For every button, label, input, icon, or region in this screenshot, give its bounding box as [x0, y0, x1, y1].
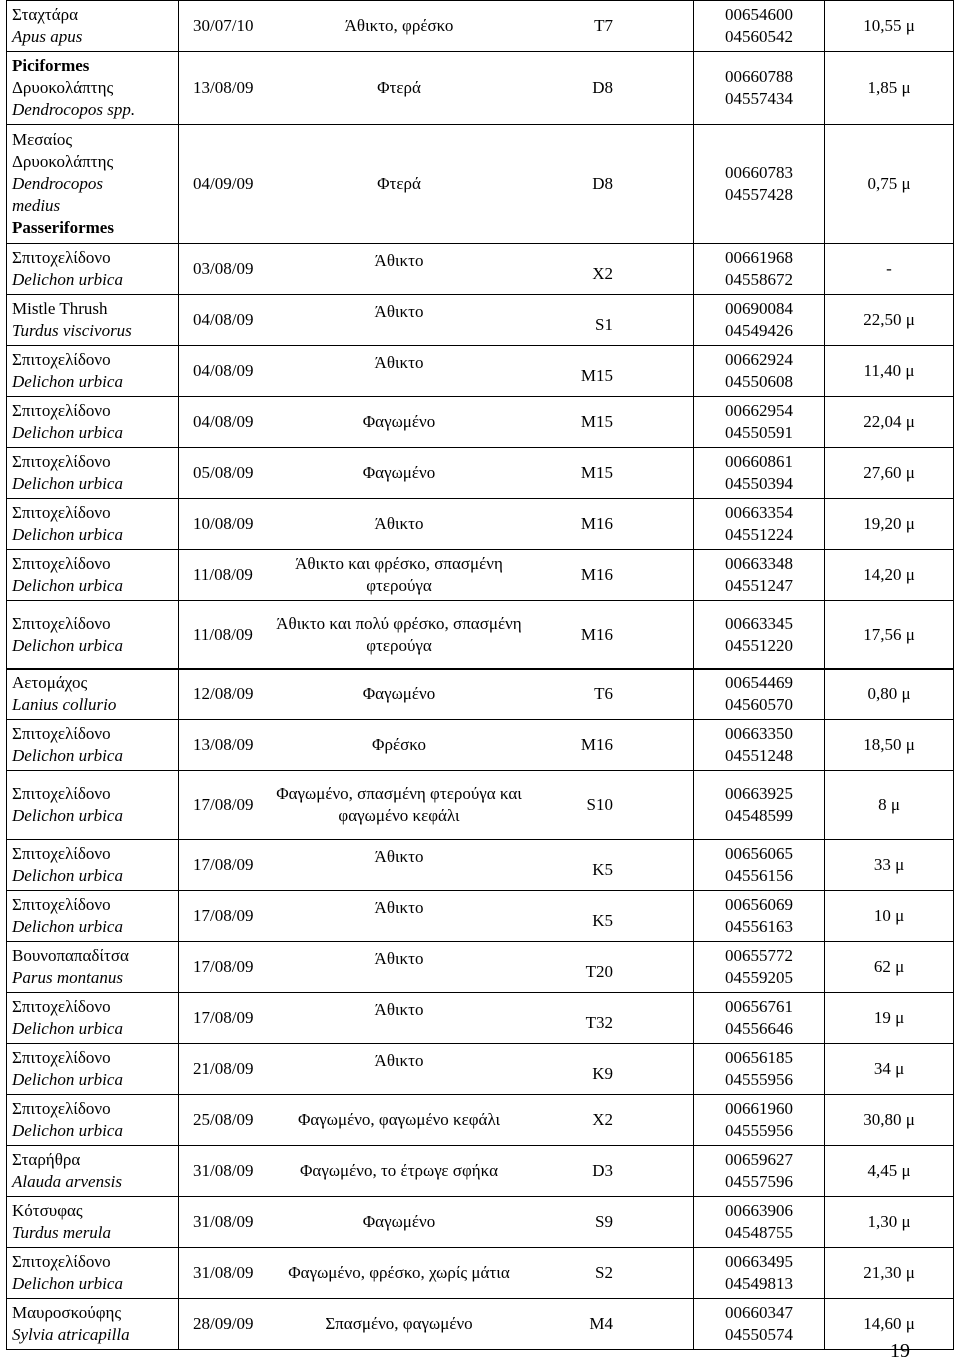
size-cell: 34 μ — [825, 1044, 954, 1095]
record-code: D3 — [592, 1161, 613, 1180]
species-cell — [7, 448, 179, 499]
species-common-name: Αετομάχος — [12, 673, 88, 692]
size-cell: 62 μ — [825, 942, 954, 993]
records-table-upper — [6, 0, 954, 670]
species-latin-name: medius — [12, 196, 61, 215]
table-row — [7, 1146, 954, 1197]
species-common-name: Σπιτοχελίδονο — [12, 997, 111, 1016]
record-condition: Φαγωμένο — [362, 684, 436, 703]
coordinate-value: 04555956 — [725, 1070, 793, 1089]
coordinate-value: 00661968 — [725, 248, 793, 267]
table-row — [7, 891, 954, 942]
coordinate-value: 04548599 — [725, 806, 793, 825]
record-condition: Άθικτο και φρέσκο, σπασμένη φτερούγα — [295, 554, 503, 595]
coordinates-cell — [694, 1248, 825, 1299]
coordinates-cell — [694, 840, 825, 891]
record-cell — [179, 1095, 694, 1146]
table-row — [7, 601, 954, 670]
record-cell — [179, 244, 694, 295]
species-common-name: Δρυοκολάπτης — [12, 78, 114, 97]
coordinate-value: 00663495 — [725, 1252, 793, 1271]
table-row — [7, 550, 954, 601]
record-code: X2 — [592, 1110, 613, 1129]
record-date: 17/08/09 — [193, 795, 254, 814]
record-date: 17/08/09 — [193, 906, 254, 925]
coordinate-value: 04550591 — [725, 423, 793, 442]
coordinates-cell — [694, 993, 825, 1044]
species-cell — [7, 52, 179, 125]
records-table-lower — [6, 668, 954, 1350]
coordinate-value: 04558672 — [725, 270, 793, 289]
species-cell — [7, 499, 179, 550]
record-cell — [179, 52, 694, 125]
coordinate-value: 04548755 — [725, 1223, 793, 1242]
record-code: M16 — [580, 735, 613, 754]
table-row — [7, 669, 954, 720]
record-condition: Φαγωμένο — [362, 412, 436, 431]
coordinates-cell — [694, 891, 825, 942]
coordinate-value: 00663348 — [725, 554, 793, 573]
table-row — [7, 771, 954, 840]
species-cell — [7, 397, 179, 448]
coordinate-value: 04560570 — [725, 695, 793, 714]
record-cell — [179, 550, 694, 601]
size-cell: 33 μ — [825, 840, 954, 891]
coordinate-value: 04559205 — [725, 968, 793, 987]
record-condition: Άθικτο — [374, 251, 424, 270]
coordinates-cell — [694, 244, 825, 295]
species-latin-name: Delichon urbica — [12, 1121, 123, 1140]
size-cell: 14,20 μ — [825, 550, 954, 601]
species-latin-name: Delichon urbica — [12, 636, 123, 655]
record-code: M15 — [580, 463, 613, 482]
coordinates-cell — [694, 125, 825, 244]
record-cell — [179, 499, 694, 550]
size-cell: 22,50 μ — [825, 295, 954, 346]
coordinate-value: 00662924 — [725, 350, 793, 369]
record-condition: Άθικτο, φρέσκο — [344, 16, 454, 35]
coordinate-value: 04549426 — [725, 321, 793, 340]
coordinate-value: 04557596 — [725, 1172, 793, 1191]
species-common-name: Κότσυφας — [12, 1201, 83, 1220]
species-latin-name: Delichon urbica — [12, 1274, 123, 1293]
species-cell — [7, 550, 179, 601]
coordinate-value: 00663354 — [725, 503, 793, 522]
record-date: 03/08/09 — [193, 259, 254, 278]
species-common-name: Σπιτοχελίδονο — [12, 724, 111, 743]
table-row — [7, 1095, 954, 1146]
species-common-name: Σπιτοχελίδονο — [12, 844, 111, 863]
record-date: 13/08/09 — [193, 735, 254, 754]
coordinates-cell — [694, 397, 825, 448]
record-code: S10 — [586, 795, 613, 814]
species-latin-name: Delichon urbica — [12, 806, 123, 825]
size-cell: 17,56 μ — [825, 601, 954, 670]
record-code: T6 — [594, 684, 613, 703]
table-row — [7, 1044, 954, 1095]
record-condition: Άθικτο — [374, 1051, 424, 1070]
record-date: 04/08/09 — [193, 310, 254, 329]
record-code: S2 — [595, 1263, 613, 1282]
species-cell — [7, 346, 179, 397]
coordinate-value: 00656185 — [725, 1048, 793, 1067]
species-common-name: Μαυροσκούφης — [12, 1303, 122, 1322]
species-latin-name: Delichon urbica — [12, 917, 123, 936]
species-cell — [7, 891, 179, 942]
record-code: D8 — [592, 174, 613, 193]
species-common-name: Βουνοπαπαδίτσα — [12, 946, 129, 965]
record-date: 28/09/09 — [193, 1314, 254, 1333]
coordinate-value: 04551220 — [725, 636, 793, 655]
record-code: K9 — [592, 1064, 613, 1083]
coordinate-value: 00656069 — [725, 895, 793, 914]
coordinate-value: 00660861 — [725, 452, 793, 471]
coordinate-value: 00656761 — [725, 997, 793, 1016]
record-cell — [179, 1197, 694, 1248]
species-cell — [7, 1248, 179, 1299]
record-cell — [179, 1146, 694, 1197]
species-latin-name: Apus apus — [12, 27, 83, 46]
table-row — [7, 1, 954, 52]
species-common-name: Σπιτοχελίδονο — [12, 1048, 111, 1067]
table-row — [7, 346, 954, 397]
record-condition: Άθικτο — [374, 847, 424, 866]
coordinate-value: 00661960 — [725, 1099, 793, 1118]
record-date: 04/08/09 — [193, 361, 254, 380]
coordinate-value: 00656065 — [725, 844, 793, 863]
record-condition: Φτερά — [377, 174, 421, 193]
species-cell — [7, 771, 179, 840]
record-condition: Σπασμένο, φαγωμένο — [325, 1314, 473, 1333]
species-cell — [7, 942, 179, 993]
species-latin-name: Turdus merula — [12, 1223, 112, 1242]
record-date: 04/08/09 — [193, 412, 254, 431]
size-cell: 10 μ — [825, 891, 954, 942]
species-cell — [7, 993, 179, 1044]
size-cell: 18,50 μ — [825, 720, 954, 771]
species-common-name: Δρυοκολάπτης — [12, 152, 114, 171]
record-date: 31/08/09 — [193, 1263, 254, 1282]
record-code: X2 — [592, 264, 613, 283]
species-common-name: Σπιτοχελίδονο — [12, 1099, 111, 1118]
record-condition: Φαγωμένο, σπασμένη φτερούγα και φαγωμένο κεφάλι — [276, 784, 522, 825]
record-condition: Φαγωμένο, φαγωμένο κεφάλι — [297, 1110, 501, 1129]
coordinate-value: 00655772 — [725, 946, 793, 965]
species-latin-name: Delichon urbica — [12, 1070, 123, 1089]
coordinates-cell — [694, 942, 825, 993]
coordinates-cell — [694, 771, 825, 840]
table-row — [7, 499, 954, 550]
record-condition: Άθικτο — [374, 898, 424, 917]
record-code: M4 — [589, 1314, 613, 1333]
record-cell — [179, 669, 694, 720]
table-row — [7, 1299, 954, 1350]
coordinate-value: 00663925 — [725, 784, 793, 803]
coordinates-cell — [694, 1146, 825, 1197]
coordinate-value: 00663350 — [725, 724, 793, 743]
size-cell: 1,30 μ — [825, 1197, 954, 1248]
species-latin-name: Sylvia atricapilla — [12, 1325, 130, 1344]
species-common-name: Σπιτοχελίδονο — [12, 554, 111, 573]
species-common-name: Σπιτοχελίδονο — [12, 452, 111, 471]
species-cell — [7, 1, 179, 52]
record-date: 17/08/09 — [193, 855, 254, 874]
record-condition: Άθικτο — [374, 302, 424, 321]
table-row — [7, 295, 954, 346]
record-code: M16 — [580, 625, 613, 644]
record-condition: Άθικτο και πολύ φρέσκο, σπασμένη φτερούγα — [276, 614, 522, 655]
record-code: T32 — [585, 1013, 613, 1032]
species-cell — [7, 1044, 179, 1095]
record-date: 11/08/09 — [193, 565, 253, 584]
coordinate-value: 04550394 — [725, 474, 793, 493]
species-latin-name: Dendrocopos — [12, 174, 103, 193]
species-cell — [7, 669, 179, 720]
species-common-name: Mistle Thrush — [12, 299, 108, 318]
record-code: M16 — [580, 514, 613, 533]
species-latin-name: Delichon urbica — [12, 1019, 123, 1038]
size-cell: - — [825, 244, 954, 295]
coordinates-cell — [694, 601, 825, 670]
species-cell — [7, 295, 179, 346]
species-latin-name: Delichon urbica — [12, 270, 123, 289]
size-cell: 4,45 μ — [825, 1146, 954, 1197]
record-code: T7 — [594, 16, 613, 35]
page-number: 19 — [890, 1340, 910, 1362]
record-condition: Φαγωμένο — [362, 463, 436, 482]
species-common-name: Μεσαίος — [12, 130, 73, 149]
table-row — [7, 52, 954, 125]
species-latin-name: Delichon urbica — [12, 423, 123, 442]
record-cell — [179, 891, 694, 942]
size-cell: 19,20 μ — [825, 499, 954, 550]
species-latin-name: Alauda arvensis — [12, 1172, 123, 1191]
species-cell — [7, 1197, 179, 1248]
species-cell — [7, 125, 179, 244]
species-common-name: Σταχτάρα — [12, 5, 78, 24]
coordinate-value: 04560542 — [725, 27, 793, 46]
size-cell: 11,40 μ — [825, 346, 954, 397]
coordinates-cell — [694, 550, 825, 601]
record-date: 31/08/09 — [193, 1212, 254, 1231]
table-row — [7, 244, 954, 295]
record-code: M15 — [580, 412, 613, 431]
record-cell — [179, 346, 694, 397]
species-common-name: Σταρήθρα — [12, 1150, 81, 1169]
record-condition: Φαγωμένο, φρέσκο, χωρίς μάτια — [288, 1263, 510, 1282]
coordinate-value: 00659627 — [725, 1150, 793, 1169]
coordinate-value: 04549813 — [725, 1274, 793, 1293]
table-row — [7, 840, 954, 891]
record-condition: Φτερά — [377, 78, 421, 97]
species-cell — [7, 1095, 179, 1146]
coordinate-value: 00663345 — [725, 614, 793, 633]
size-cell: 22,04 μ — [825, 397, 954, 448]
coordinate-value: 04551247 — [725, 576, 793, 595]
coordinates-cell — [694, 1, 825, 52]
species-cell — [7, 1146, 179, 1197]
species-common-name: Σπιτοχελίδονο — [12, 895, 111, 914]
species-common-name: Σπιτοχελίδονο — [12, 614, 111, 633]
size-cell: 1,85 μ — [825, 52, 954, 125]
record-cell — [179, 993, 694, 1044]
record-code: M15 — [580, 366, 613, 385]
coordinates-cell — [694, 499, 825, 550]
species-latin-name: Delichon urbica — [12, 746, 123, 765]
record-condition: Άθικτο — [374, 949, 424, 968]
table-row — [7, 397, 954, 448]
species-latin-name: Delichon urbica — [12, 525, 123, 544]
record-date: 12/08/09 — [193, 684, 254, 703]
coordinate-value: 04556163 — [725, 917, 793, 936]
table-row — [7, 993, 954, 1044]
size-cell: 8 μ — [825, 771, 954, 840]
record-cell — [179, 1, 694, 52]
record-code: K5 — [592, 860, 613, 879]
coordinate-value: 00660783 — [725, 163, 793, 182]
species-cell — [7, 840, 179, 891]
record-code: S1 — [595, 315, 613, 334]
table-row — [7, 1197, 954, 1248]
record-cell — [179, 448, 694, 499]
size-cell: 21,30 μ — [825, 1248, 954, 1299]
size-cell: 30,80 μ — [825, 1095, 954, 1146]
record-date: 25/08/09 — [193, 1110, 254, 1129]
coordinates-cell — [694, 346, 825, 397]
table-row — [7, 448, 954, 499]
record-date: 10/08/09 — [193, 514, 254, 533]
species-latin-name: Turdus viscivorus — [12, 321, 132, 340]
record-code: K5 — [592, 911, 613, 930]
coordinates-cell — [694, 295, 825, 346]
species-cell — [7, 601, 179, 670]
coordinate-value: 04557434 — [725, 89, 793, 108]
species-common-name: Σπιτοχελίδονο — [12, 784, 111, 803]
species-common-name: Σπιτοχελίδονο — [12, 401, 111, 420]
record-cell — [179, 840, 694, 891]
coordinate-value: 00662954 — [725, 401, 793, 420]
record-cell — [179, 771, 694, 840]
record-cell — [179, 1044, 694, 1095]
size-cell: 10,55 μ — [825, 1, 954, 52]
species-latin-name: Delichon urbica — [12, 474, 123, 493]
record-condition: Άθικτο — [374, 353, 424, 372]
species-cell — [7, 244, 179, 295]
species-latin-name: Delichon urbica — [12, 576, 123, 595]
table-row — [7, 125, 954, 244]
record-cell — [179, 1299, 694, 1350]
order-name: Piciformes — [12, 56, 90, 75]
species-latin-name: Parus montanus — [12, 968, 123, 987]
coordinate-value: 00660347 — [725, 1303, 793, 1322]
table-row — [7, 942, 954, 993]
record-condition: Φαγωμένο, το έτρωγε σφήκα — [300, 1161, 498, 1180]
table-row — [7, 1248, 954, 1299]
coordinates-cell — [694, 1299, 825, 1350]
record-cell — [179, 397, 694, 448]
coordinate-value: 04551224 — [725, 525, 793, 544]
species-cell — [7, 720, 179, 771]
record-cell — [179, 295, 694, 346]
coordinates-cell — [694, 1044, 825, 1095]
record-condition: Φρέσκο — [372, 735, 426, 754]
record-cell — [179, 1248, 694, 1299]
species-common-name: Σπιτοχελίδονο — [12, 248, 111, 267]
record-date: 17/08/09 — [193, 957, 254, 976]
order-name: Passeriformes — [12, 218, 114, 237]
coordinate-value: 04557428 — [725, 185, 793, 204]
record-cell — [179, 601, 694, 670]
coordinate-value: 00654469 — [725, 673, 793, 692]
size-cell: 14,60 μ — [825, 1299, 954, 1350]
coordinates-cell — [694, 1197, 825, 1248]
size-cell: 0,80 μ — [825, 669, 954, 720]
coordinates-cell — [694, 669, 825, 720]
coordinate-value: 04555956 — [725, 1121, 793, 1140]
record-condition: Φαγωμένο — [362, 1212, 436, 1231]
coordinate-value: 00690084 — [725, 299, 793, 318]
coordinate-value: 04551248 — [725, 746, 793, 765]
record-cell — [179, 125, 694, 244]
coordinate-value: 00663906 — [725, 1201, 793, 1220]
record-date: 17/08/09 — [193, 1008, 254, 1027]
coordinate-value: 04550608 — [725, 372, 793, 391]
coordinates-cell — [694, 448, 825, 499]
record-date: 11/08/09 — [193, 625, 253, 644]
coordinates-cell — [694, 52, 825, 125]
record-code: S9 — [595, 1212, 613, 1231]
record-code: M16 — [580, 565, 613, 584]
species-latin-name: Delichon urbica — [12, 372, 123, 391]
species-latin-name: Delichon urbica — [12, 866, 123, 885]
species-common-name: Σπιτοχελίδονο — [12, 503, 111, 522]
record-date: 30/07/10 — [193, 16, 254, 35]
coordinates-cell — [694, 1095, 825, 1146]
record-date: 31/08/09 — [193, 1161, 254, 1180]
coordinate-value: 00660788 — [725, 67, 793, 86]
species-cell — [7, 1299, 179, 1350]
record-condition: Άθικτο — [374, 514, 424, 533]
coordinate-value: 04556156 — [725, 866, 793, 885]
record-code: D8 — [592, 78, 613, 97]
species-latin-name: Dendrocopos spp. — [12, 100, 136, 119]
record-cell — [179, 942, 694, 993]
coordinates-cell — [694, 720, 825, 771]
coordinate-value: 00654600 — [725, 5, 793, 24]
record-code: T20 — [585, 962, 613, 981]
size-cell: 19 μ — [825, 993, 954, 1044]
coordinate-value: 04550574 — [725, 1325, 793, 1344]
record-cell — [179, 720, 694, 771]
species-common-name: Σπιτοχελίδονο — [12, 350, 111, 369]
species-latin-name: Lanius collurio — [12, 695, 117, 714]
coordinate-value: 04556646 — [725, 1019, 793, 1038]
table-row — [7, 720, 954, 771]
record-condition: Άθικτο — [374, 1000, 424, 1019]
record-date: 13/08/09 — [193, 78, 254, 97]
size-cell: 27,60 μ — [825, 448, 954, 499]
record-date: 05/08/09 — [193, 463, 254, 482]
record-date: 04/09/09 — [193, 174, 254, 193]
size-cell: 0,75 μ — [825, 125, 954, 244]
species-common-name: Σπιτοχελίδονο — [12, 1252, 111, 1271]
record-date: 21/08/09 — [193, 1059, 254, 1078]
